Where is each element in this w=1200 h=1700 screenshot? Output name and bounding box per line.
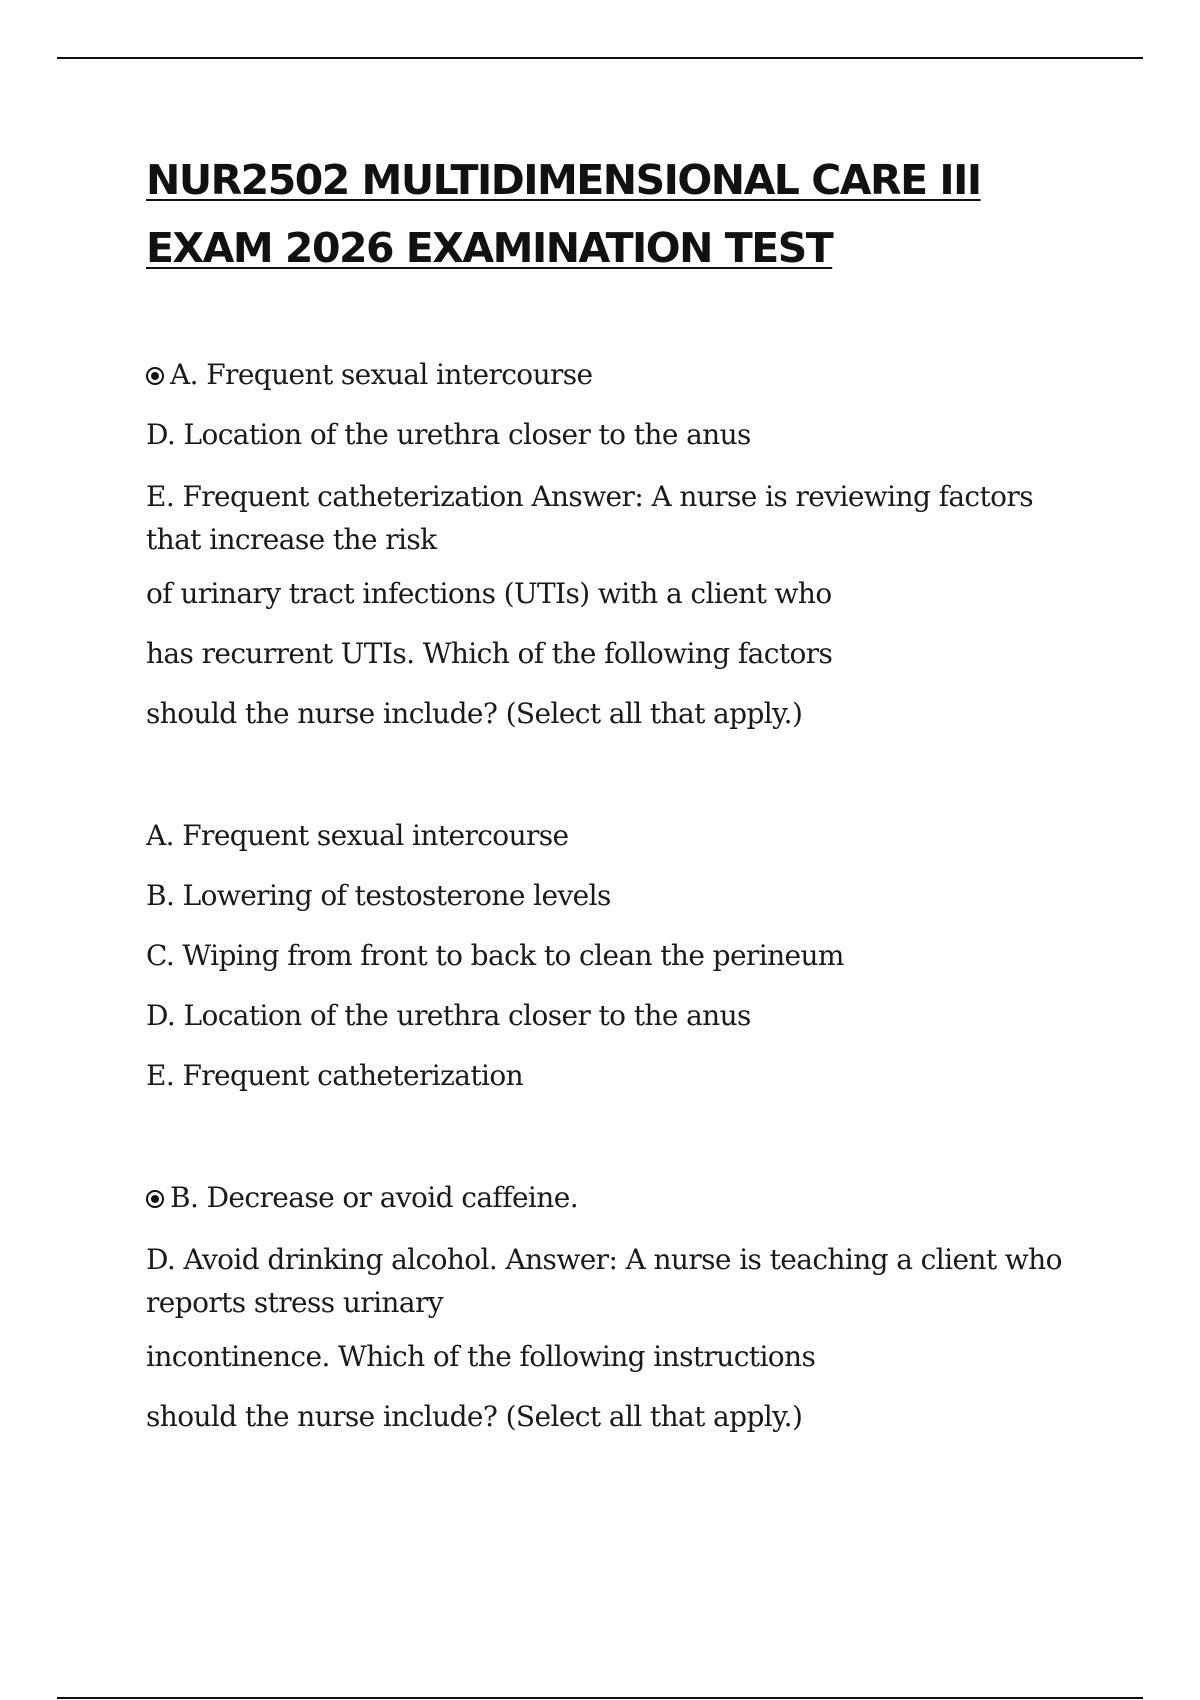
question-line: has recurrent UTIs. Which of the following factors: [146, 637, 833, 670]
spacer: [146, 1116, 1086, 1178]
option-a: A. Frequent sexual intercourse: [146, 819, 569, 852]
radio-selected-icon: [146, 367, 164, 385]
top-rule: [57, 57, 1143, 59]
radio-selected-icon: [146, 1190, 164, 1208]
answer-line: D. Location of the urethra closer to the anus: [146, 418, 751, 451]
spacer: [146, 754, 1086, 816]
question-line: should the nurse include? (Select all that apply.): [146, 1400, 803, 1433]
option-c: C. Wiping from front to back to clean the perineum: [146, 939, 844, 972]
option-b: B. Lowering of testosterone levels: [146, 879, 611, 912]
selected-answer-text: B. Decrease or avoid caffeine.: [170, 1181, 578, 1214]
selected-answer-line: [146, 1178, 1086, 1217]
answer-question-line: D. Avoid drinking alcohol. Answer: A nurse is teaching a client who reports stress urinary: [146, 1243, 1062, 1319]
question-line: incontinence. Which of the following instructions: [146, 1340, 816, 1373]
question-line: should the nurse include? (Select all that apply.): [146, 697, 803, 730]
option-d: D. Location of the urethra closer to the anus: [146, 999, 751, 1032]
document-body: [146, 355, 1086, 1457]
bottom-rule: [57, 1697, 1143, 1699]
selected-answer-text: A. Frequent sexual intercourse: [170, 358, 593, 391]
answer-block-2: [146, 1178, 1086, 1436]
options-list: [146, 816, 1086, 1095]
answer-block-1: [146, 355, 1086, 733]
selected-answer-line: [146, 355, 1086, 394]
page-title: [146, 146, 1086, 282]
page-title-text: NUR2502 MULTIDIMENSIONAL CARE III EXAM 2026 EXAMINATION TEST: [146, 156, 981, 272]
question-line: of urinary tract infections (UTIs) with a client who: [146, 577, 832, 610]
answer-question-line: E. Frequent catheterization Answer: A nurse is reviewing factors that increase the risk: [146, 480, 1033, 556]
option-e: E. Frequent catheterization: [146, 1059, 524, 1092]
